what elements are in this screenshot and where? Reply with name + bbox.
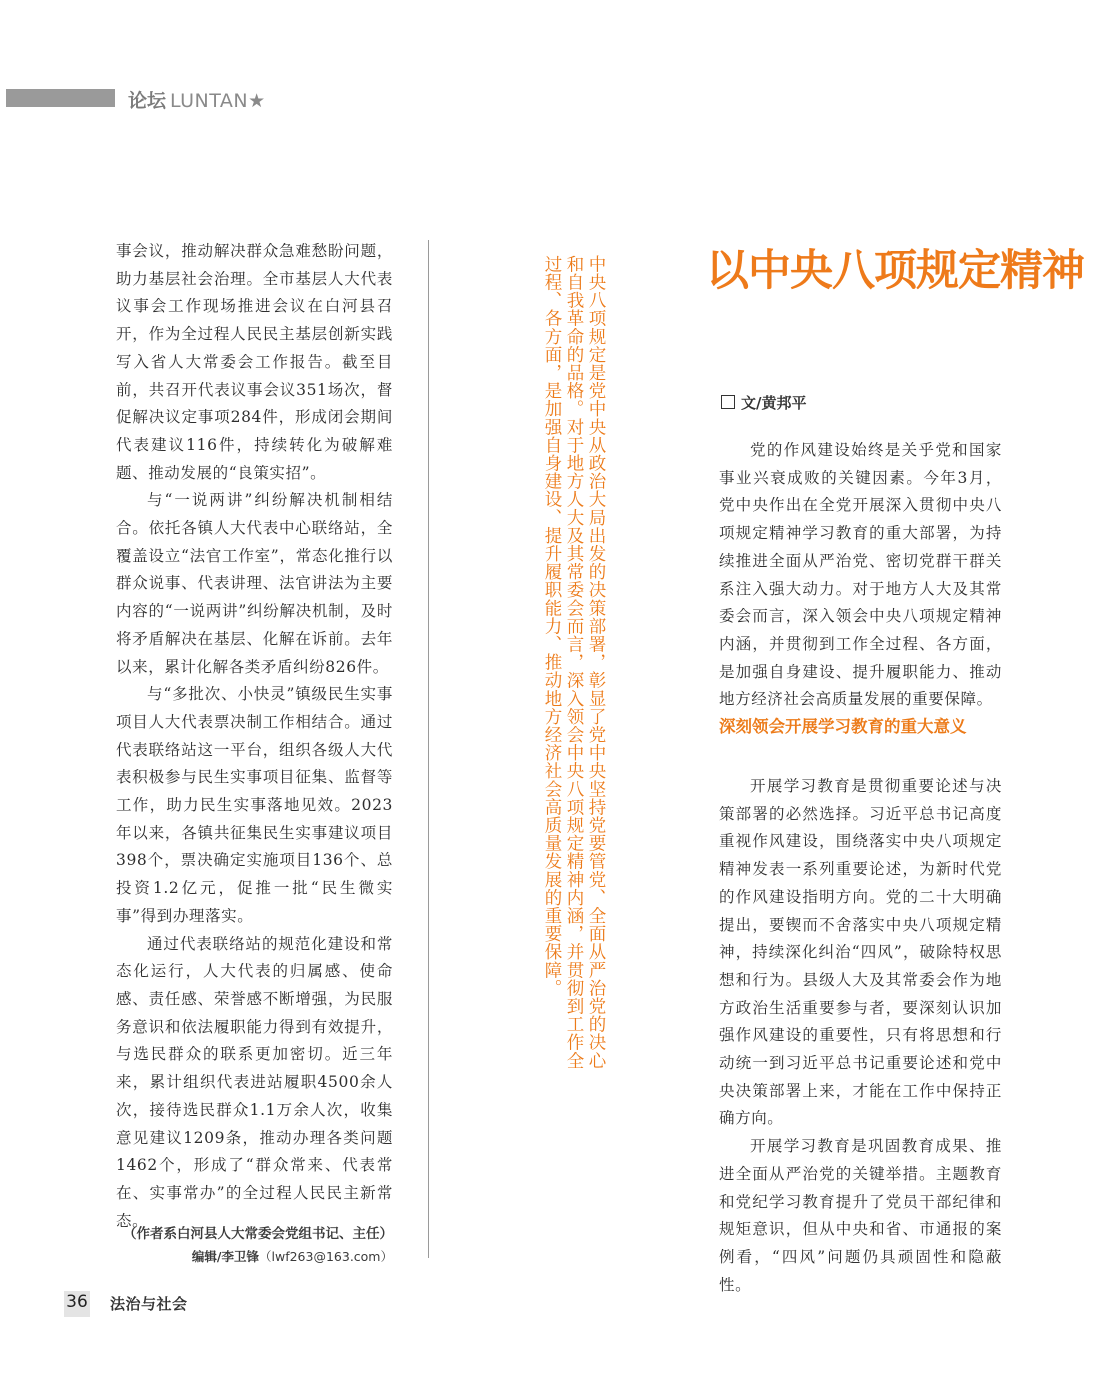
- intro-paragraph: 党的作风建设始终是关乎党和国家事业兴衰成败的关键因素。今年3月，党中央作出在全党开展深入贯彻中央八项规定精神学习教育的重大部署，为持续推进全面从严治党、密切党群干群关系注入强大动力。对于地方人大及其常委会而言，深入领会中央八项规定精神内涵，并贯彻到工作全过程、各方面，是加强自身建设、提升履职能力、推动地方经济社会高质量发展的重要保障。: [719, 441, 1002, 709]
- section-name-en: LUNTAN★: [170, 90, 266, 112]
- right-column-body: [719, 773, 1002, 1299]
- editor-name: 编辑/李卫锋: [191, 1249, 259, 1264]
- left-paragraph: 通过代表联络站的规范化建设和常态化运行，人大代表的归属感、使命感、责任感、荣誉感不断增强，为民服务意识和依法履职能力得到有效提升，与选民群众的联系更加密切。近三年来，累计组织代表进站履职4500余人次，接待选民群众1.1万余人次，收集意见建议1209条，推动办理各类问题1462个，形成了“群众常来、代表常在、实事常办”的全过程人民民主新常态。: [116, 934, 393, 1230]
- section-name-cn: 论坛: [128, 90, 167, 112]
- byline: [721, 392, 806, 413]
- left-paragraph: 与“一说两讲”纠纷解决机制相结合。依托各镇人大代表中心联络站，全覆盖设立“法官工作室”，常态化推行以群众说事、代表讲理、法官讲法为主要内容的“一说两讲”纠纷解决机制，及时将矛盾解决在基层、化解在诉前。去年以来，累计化解各类矛盾纠纷826件。: [116, 491, 393, 676]
- pull-quote: 中央八项规定是党中央从政治大局出发的决策部署，彰显了党中央坚持党要管党、全面从严治党的决心和自我革命的品格。对于地方人大及其常委会而言，深入领会中央八项规定精神内涵，并贯彻到工作全过程、各方面，是加强自身建设、提升履职能力、推动地方经济社会高质量发展的重要保障。: [542, 255, 606, 1070]
- byline-box-icon: [721, 395, 735, 409]
- right-paragraph: 开展学习教育是巩固教育成果、推进全面从严治党的关键举措。主题教育和党纪学习教育提升了党员干部纪律和规矩意识，但从中央和省、市通报的案例看，“四风”问题仍具顽固性和隐蔽性。: [719, 1137, 1002, 1294]
- section-tag: [128, 86, 266, 113]
- editor-line: [116, 1247, 393, 1265]
- left-column: [116, 238, 393, 1235]
- journal-name: 法治与社会: [110, 1295, 188, 1313]
- section-subheading: 深刻领会开展学习教育的重大意义: [719, 717, 967, 736]
- page-number: 36: [66, 1292, 88, 1312]
- article-title: 以中央八项规定精神: [706, 246, 1084, 296]
- right-column-intro: [719, 437, 1002, 714]
- right-paragraph: 开展学习教育是贯彻重要论述与决策部署的必然选择。习近平总书记高度重视作风建设，围绕落实中央八项规定精神发表一系列重要论述，为新时代党的作风建设指明方向。党的二十大明确提出，要锲而不舍落实中央八项规定精神，持续深化纠治“四风”，破除特权思想和行为。县级人大及其常委会作为地方政治生活重要参与者，要深刻认识加强作风建设的重要性，只有将思想和行动统一到习近平总书记重要论述和党中央决策部署上来，才能在工作中保持正确方向。: [719, 777, 1002, 1128]
- header-bar: [6, 89, 115, 107]
- author-credit: （作者系白河县人大常委会党组书记、主任）: [123, 1226, 393, 1242]
- left-paragraph: 事会议，推动解决群众急难愁盼问题，助力基层社会治理。全市基层人大代表议事会工作现场推进会议在白河县召开，作为全过程人民民主基层创新实践写入省人大常委会工作报告。截至目前，共召开代表议事会议351场次，督促解决议定事项284件，形成闭会期间代表建议116件，持续转化为破解难题、推动发展的“良策实招”。: [116, 242, 393, 482]
- editor-email: （lwf263@163.com）: [259, 1249, 393, 1264]
- left-paragraph: 与“多批次、小快灵”镇级民生实事项目人大代表票决制工作相结合。通过代表联络站这一平台，组织各级人大代表积极参与民生实事项目征集、监督等工作，助力民生实事落地见效。2023年以来，各镇共征集民生实事建议项目398个，票决确定实施项目136个、总投资1.2亿元，促推一批“民生微实事”得到办理落实。: [116, 685, 393, 925]
- byline-text: 文/黄邦平: [741, 394, 807, 412]
- column-divider: [428, 240, 429, 1258]
